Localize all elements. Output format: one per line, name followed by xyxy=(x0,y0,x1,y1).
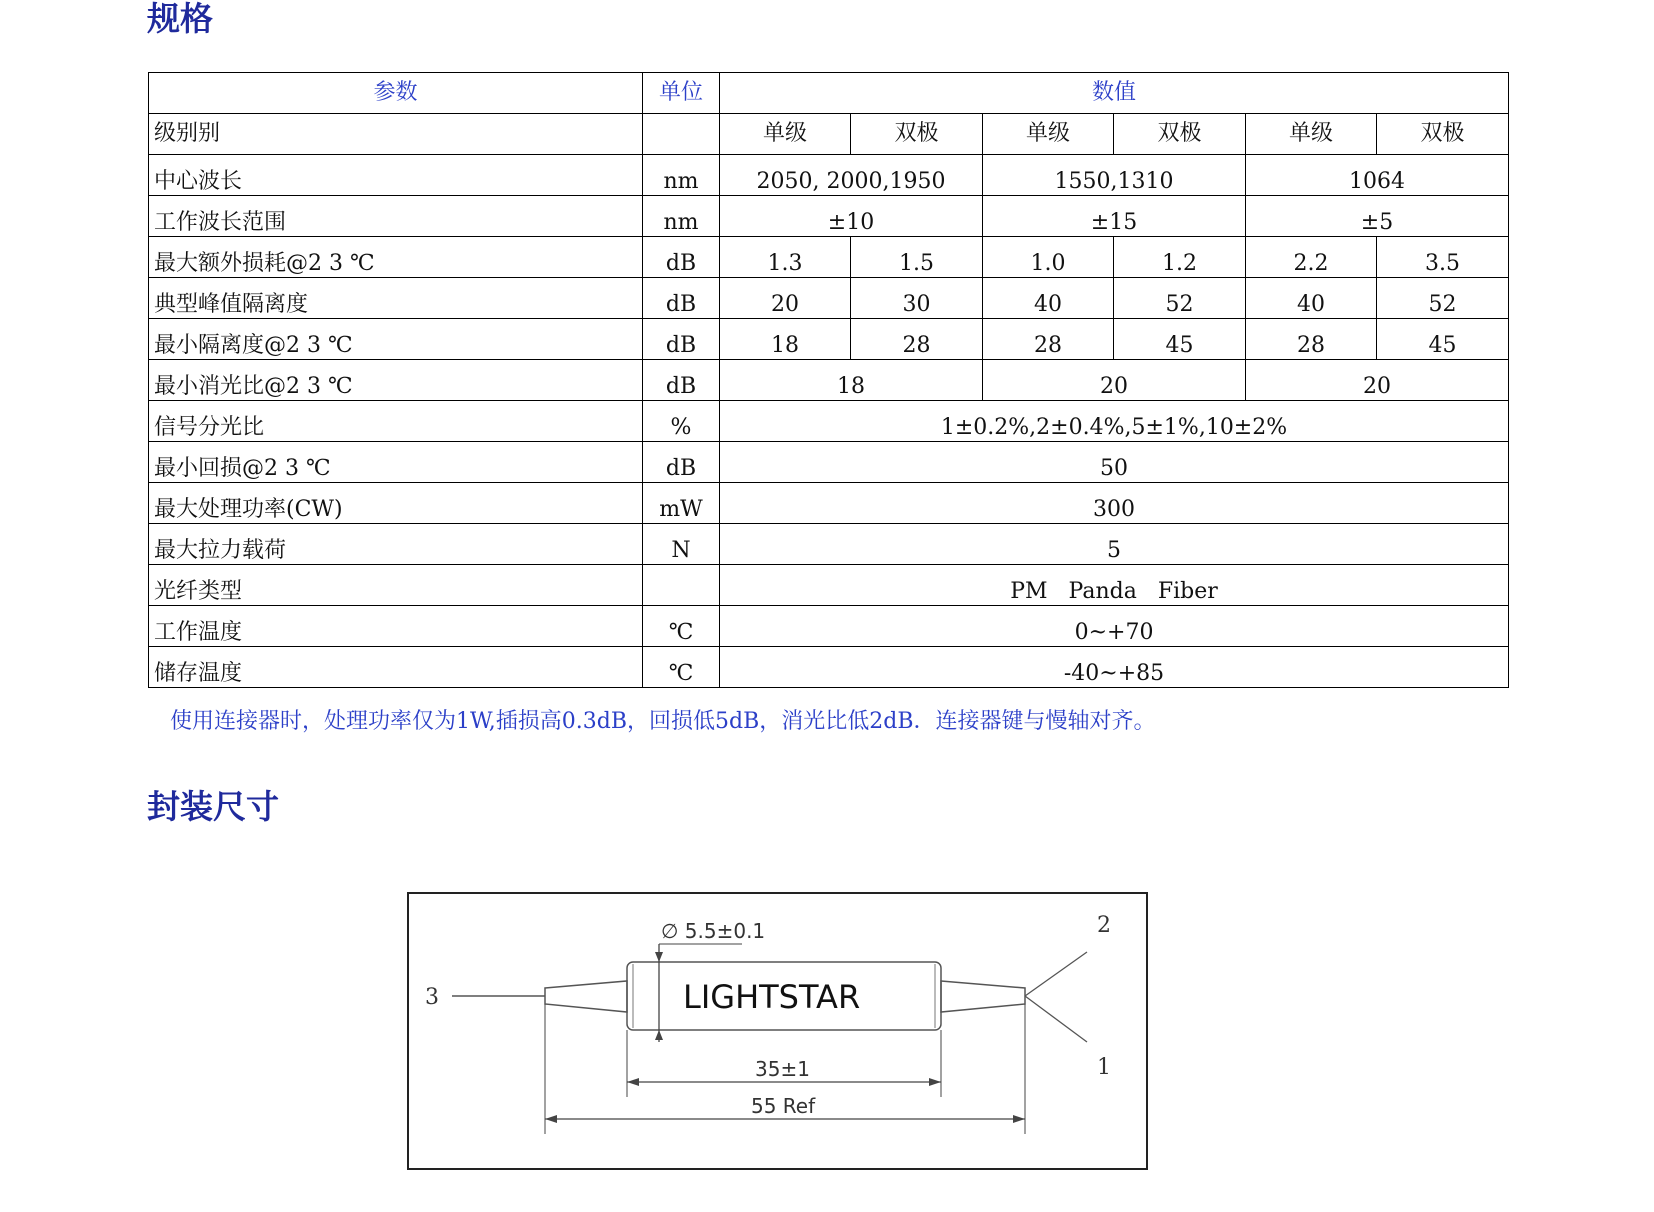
cell: 1.3 xyxy=(720,237,851,278)
cell: PM Panda Fiber xyxy=(720,565,1509,606)
cell: 50 xyxy=(720,442,1509,483)
row-unit xyxy=(643,565,720,606)
cell: 2050, 2000,1950 xyxy=(720,155,983,196)
cell: 28 xyxy=(851,319,983,360)
table-row xyxy=(149,237,1509,278)
cell: 45 xyxy=(1377,319,1509,360)
cell: 3.5 xyxy=(1377,237,1509,278)
cell: ±10 xyxy=(720,196,983,237)
cell: 18 xyxy=(720,360,983,401)
port-1-label: 1 xyxy=(1097,1055,1111,1080)
package-drawing-svg xyxy=(407,892,1148,1170)
row-name: 最小回损@2 3 ℃ xyxy=(149,442,643,483)
cell: 20 xyxy=(1246,360,1509,401)
drawing-frame xyxy=(408,893,1147,1169)
cell: 1064 xyxy=(1246,155,1509,196)
row-name: 储存温度 xyxy=(149,647,643,688)
row-name: 工作温度 xyxy=(149,606,643,647)
cell: 30 xyxy=(851,278,983,319)
row-unit: % xyxy=(643,401,720,442)
cell: 1.2 xyxy=(1114,237,1246,278)
row-name: 最大拉力载荷 xyxy=(149,524,643,565)
row-name: 光纤类型 xyxy=(149,565,643,606)
row-name: 中心波长 xyxy=(149,155,643,196)
table-row xyxy=(149,483,1509,524)
cell: 300 xyxy=(720,483,1509,524)
total-length-label: 55 Ref xyxy=(751,1094,816,1118)
row-name: 最小消光比@2 3 ℃ xyxy=(149,360,643,401)
cell: 2.2 xyxy=(1246,237,1377,278)
row-unit: N xyxy=(643,524,720,565)
port-3-label: 3 xyxy=(425,985,439,1010)
table-header-row xyxy=(149,73,1509,114)
table-row xyxy=(149,401,1509,442)
package-drawing xyxy=(407,892,1148,1170)
cell: 1±0.2%,2±0.4%,5±1%,10±2% xyxy=(720,401,1509,442)
cell: 40 xyxy=(1246,278,1377,319)
connector-note: 使用连接器时，处理功率仅为1W,插损高0.3dB，回损低5dB，消光比低2dB．连接器键与慢轴对齐。 xyxy=(170,709,1156,734)
row-unit: dB xyxy=(643,278,720,319)
table-row xyxy=(149,524,1509,565)
row-unit xyxy=(643,114,720,155)
body-length-label: 35±1 xyxy=(755,1057,810,1081)
cell: 28 xyxy=(1246,319,1377,360)
row-name: 最小隔离度@2 3 ℃ xyxy=(149,319,643,360)
row-name: 级别别 xyxy=(149,114,643,155)
table-row xyxy=(149,319,1509,360)
table-row xyxy=(149,155,1509,196)
row-unit: dB xyxy=(643,442,720,483)
row-unit: ℃ xyxy=(643,606,720,647)
cell: ±15 xyxy=(983,196,1246,237)
cell: 单级 xyxy=(720,114,851,155)
table-row xyxy=(149,196,1509,237)
cell: 18 xyxy=(720,319,851,360)
cell: 45 xyxy=(1114,319,1246,360)
cell: 双极 xyxy=(1114,114,1246,155)
row-name: 典型峰值隔离度 xyxy=(149,278,643,319)
cell: 20 xyxy=(720,278,851,319)
row-unit: mW xyxy=(643,483,720,524)
brand-logo: LIGHTSTAR xyxy=(683,978,861,1016)
cell: 52 xyxy=(1114,278,1246,319)
row-unit: dB xyxy=(643,319,720,360)
cell: 28 xyxy=(983,319,1114,360)
table-row xyxy=(149,360,1509,401)
cell: 1550,1310 xyxy=(983,155,1246,196)
cell: -40~+85 xyxy=(720,647,1509,688)
table-row xyxy=(149,565,1509,606)
row-unit: dB xyxy=(643,360,720,401)
cell: ±5 xyxy=(1246,196,1509,237)
table-row xyxy=(149,606,1509,647)
row-name: 最大处理功率(CW) xyxy=(149,483,643,524)
cell: 1.0 xyxy=(983,237,1114,278)
table-row xyxy=(149,114,1509,155)
header-param: 参数 xyxy=(149,73,643,114)
port-2-label: 2 xyxy=(1097,913,1111,938)
cell: 双极 xyxy=(851,114,983,155)
cell: 40 xyxy=(983,278,1114,319)
cell: 52 xyxy=(1377,278,1509,319)
table-row xyxy=(149,442,1509,483)
cell: 双极 xyxy=(1377,114,1509,155)
row-unit: nm xyxy=(643,155,720,196)
row-unit: ℃ xyxy=(643,647,720,688)
cell: 1.5 xyxy=(851,237,983,278)
header-unit: 单位 xyxy=(643,73,720,114)
row-unit: nm xyxy=(643,196,720,237)
cell: 0~+70 xyxy=(720,606,1509,647)
table-row xyxy=(149,278,1509,319)
row-name: 信号分光比 xyxy=(149,401,643,442)
cell: 5 xyxy=(720,524,1509,565)
row-name: 工作波长范围 xyxy=(149,196,643,237)
cell: 单级 xyxy=(1246,114,1377,155)
diameter-label: ∅ 5.5±0.1 xyxy=(661,919,766,943)
cell: 单级 xyxy=(983,114,1114,155)
row-unit: dB xyxy=(643,237,720,278)
table-row xyxy=(149,647,1509,688)
spec-table xyxy=(148,72,1509,688)
package-heading: 封装尺寸 xyxy=(147,787,279,826)
spec-heading: 规格 xyxy=(147,0,213,38)
row-name: 最大额外损耗@2 3 ℃ xyxy=(149,237,643,278)
cell: 20 xyxy=(983,360,1246,401)
header-value: 数值 xyxy=(720,73,1509,114)
